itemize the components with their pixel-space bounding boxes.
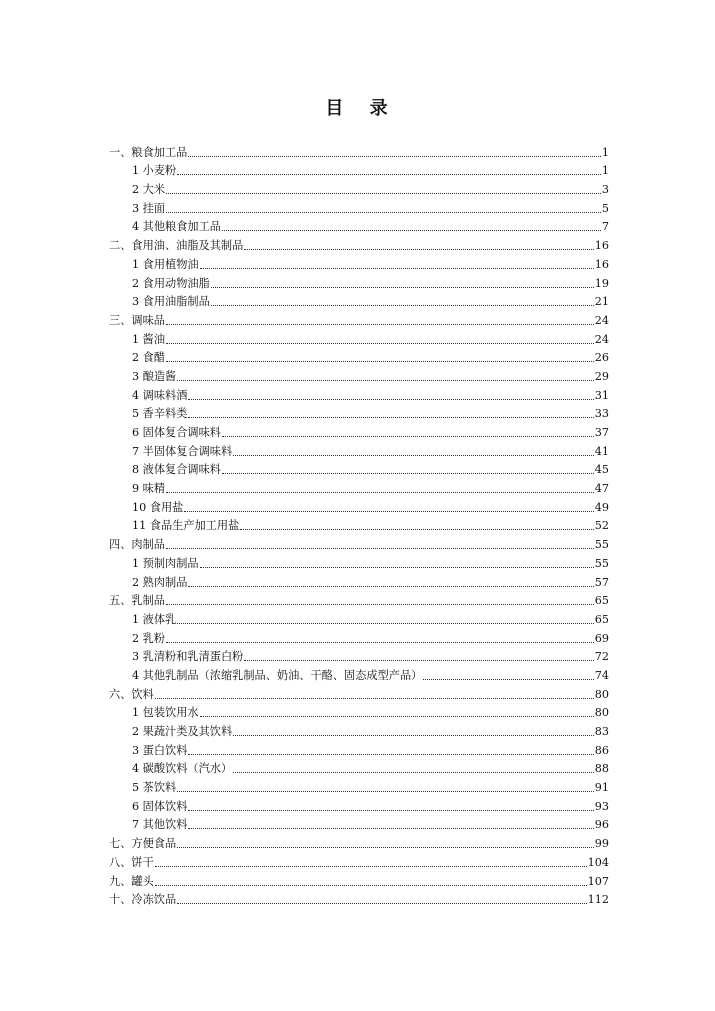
toc-entry-page-number: 80 [594,687,609,701]
dot-leader [166,324,594,325]
toc-entry-label: 三、调味品 [109,313,165,327]
dot-leader [240,529,593,530]
toc-subsection-entry[interactable] [109,571,609,590]
toc-entry-label: 4 碳酸饮料（汽水） [132,762,233,776]
toc-subsection-entry[interactable] [109,627,609,646]
toc-entry-label: 1 包装饮用水 [132,706,199,720]
toc-subsection-entry[interactable] [109,178,609,197]
toc-entry-label: 8 液体复合调味料 [132,463,221,477]
toc-entry-page-number: 55 [594,538,609,552]
dot-leader [211,287,594,288]
toc-subsection-entry[interactable] [109,253,609,272]
toc-entry-page-number: 19 [594,276,609,290]
dot-leader [177,174,601,175]
toc-subsection-entry[interactable] [109,477,609,496]
dot-leader [166,604,594,605]
toc-subsection-entry[interactable] [109,197,609,216]
toc-entry-page-number: 1 [601,145,609,159]
dot-leader [155,866,587,867]
toc-entry-label: 1 预制肉制品 [132,556,199,570]
toc-section-entry[interactable] [109,533,609,552]
dot-leader [166,212,601,213]
toc-section-entry[interactable] [109,832,609,851]
toc-entry-page-number: 16 [594,257,609,271]
toc-entry-label: 9 味精 [132,482,166,496]
toc-entry-label: 二、食用油、油脂及其制品 [109,239,244,253]
dot-leader [177,623,594,624]
toc-entry-label: 5 茶饮料 [132,781,177,795]
toc-entry-label: 4 其他粮食加工品 [132,220,221,234]
dot-leader [177,791,594,792]
toc-subsection-entry[interactable] [109,776,609,795]
toc-entry-label: 六、饮料 [109,687,154,701]
toc-entry-page-number: 86 [594,743,609,757]
toc-entry-page-number: 57 [594,575,609,589]
toc-subsection-entry[interactable] [109,384,609,403]
dot-leader [166,642,594,643]
toc-entry-page-number: 24 [594,313,609,327]
toc-subsection-entry[interactable] [109,328,609,347]
toc-entry-label: 一、粮食加工品 [109,145,188,159]
toc-entry-page-number: 69 [594,631,609,645]
toc-subsection-entry[interactable] [109,347,609,366]
dot-leader [177,847,594,848]
toc-entry-label: 11 食品生产加工用盐 [132,519,240,533]
dot-leader [177,380,594,381]
toc-entry-page-number: 93 [594,799,609,813]
dot-leader [166,343,594,344]
toc-entry-label: 八、饼干 [109,855,154,869]
dot-leader [233,735,594,736]
toc-entry-page-number: 107 [587,874,609,888]
table-of-contents [109,141,609,907]
toc-entry-label: 3 酿造酱 [132,369,177,383]
dot-leader [188,810,593,811]
dot-leader [188,754,593,755]
toc-entry-label: 5 香辛料类 [132,407,188,421]
dot-leader [155,698,594,699]
toc-subsection-entry[interactable] [109,758,609,777]
toc-entry-page-number: 72 [594,650,609,664]
toc-entry-label: 2 食用动物油脂 [132,276,210,290]
toc-entry-label: 七、方便食品 [109,837,177,851]
dot-leader [188,828,593,829]
toc-entry-page-number: 65 [594,612,609,626]
toc-entry-page-number: 24 [594,332,609,346]
toc-entry-page-number: 99 [594,837,609,851]
toc-subsection-entry[interactable] [109,496,609,515]
toc-subsection-entry[interactable] [109,160,609,179]
toc-entry-page-number: 55 [594,556,609,570]
toc-entry-page-number: 96 [594,818,609,832]
toc-entry-page-number: 83 [594,725,609,738]
toc-subsection-entry[interactable] [109,515,609,534]
dot-leader [244,660,593,661]
dot-leader [200,567,594,568]
toc-entry-label: 3 乳清粉和乳清蛋白粉 [132,650,244,664]
toc-entry-label: 1 小麦粉 [132,164,177,178]
toc-subsection-entry[interactable] [109,552,609,571]
dot-leader [188,586,593,587]
dot-leader [200,716,594,717]
toc-entry-page-number: 112 [587,893,609,907]
toc-entry-label: 十、冷冻饮品 [109,893,177,907]
dot-leader [233,455,594,456]
dot-leader [200,268,594,269]
toc-subsection-entry[interactable] [109,403,609,422]
dot-leader [166,361,594,362]
dot-leader [211,305,594,306]
dot-leader [222,436,594,437]
toc-entry-page-number: 80 [594,706,609,720]
toc-entry-label: 4 其他乳制品（浓缩乳制品、奶油、干酪、固态成型产品） [132,668,423,682]
toc-entry-page-number: 7 [601,220,609,234]
toc-entry-label: 10 食用盐 [132,500,184,514]
toc-entry-label: 3 蛋白饮料 [132,743,188,757]
toc-section-entry[interactable] [109,590,609,609]
toc-entry-page-number: 74 [594,668,609,682]
toc-subsection-entry[interactable] [109,739,609,758]
dot-leader [423,679,593,680]
toc-section-entry[interactable] [109,851,609,870]
toc-entry-page-number: 91 [594,781,609,795]
toc-section-entry[interactable] [109,141,609,160]
toc-subsection-entry[interactable] [109,272,609,291]
toc-section-entry[interactable] [109,309,609,328]
toc-entry-label: 五、乳制品 [109,594,165,608]
toc-subsection-entry[interactable] [109,459,609,478]
toc-entry-label: 3 食用油脂制品 [132,295,210,309]
dot-leader [184,511,593,512]
dot-leader [166,548,594,549]
toc-section-entry[interactable] [109,234,609,253]
toc-subsection-entry[interactable] [109,702,609,721]
dot-leader [188,399,593,400]
toc-subsection-entry[interactable] [109,421,609,440]
toc-entry-label: 1 液体乳 [132,612,177,626]
toc-section-entry[interactable] [109,683,609,702]
toc-subsection-entry[interactable] [109,646,609,665]
toc-entry-page-number: 31 [594,388,609,402]
toc-entry-label: 四、肉制品 [109,538,165,552]
toc-entry-page-number: 3 [601,183,609,197]
toc-entry-page-number: 47 [594,482,609,496]
toc-subsection-entry[interactable] [109,664,609,683]
toc-entry-page-number: 37 [594,426,609,439]
toc-entry-label: 2 食醋 [132,351,166,365]
toc-section-entry[interactable] [109,870,609,889]
toc-subsection-entry[interactable] [109,291,609,310]
toc-subsection-entry[interactable] [109,814,609,833]
dot-leader [177,903,587,904]
dot-leader [188,417,593,418]
toc-entry-label: 4 调味料酒 [132,388,188,402]
toc-entry-page-number: 104 [587,855,609,869]
toc-section-entry[interactable] [109,889,609,908]
dot-leader [244,249,593,250]
toc-entry-page-number: 29 [594,369,609,383]
toc-entry-label: 2 乳粉 [132,631,166,645]
toc-entry-label: 6 固体复合调味料 [132,426,221,439]
toc-entry-page-number: 88 [594,762,609,776]
toc-entry-page-number: 16 [594,239,609,253]
dot-leader [233,772,594,773]
toc-entry-label: 2 果蔬汁类及其饮料 [132,725,233,738]
toc-entry-label: 九、罐头 [109,874,154,888]
toc-subsection-entry[interactable] [109,608,609,627]
toc-entry-label: 1 食用植物油 [132,257,199,271]
toc-subsection-entry[interactable] [109,440,609,459]
toc-entry-page-number: 26 [594,351,609,365]
toc-subsection-entry[interactable] [109,720,609,739]
toc-entry-page-number: 49 [594,500,609,514]
toc-entry-page-number: 5 [601,201,609,215]
toc-subsection-entry[interactable] [109,365,609,384]
toc-subsection-entry[interactable] [109,795,609,814]
toc-entry-label: 7 半固体复合调味料 [132,444,233,458]
toc-entry-page-number: 1 [601,164,609,178]
dot-leader [166,193,601,194]
toc-entry-label: 1 酱油 [132,332,166,346]
toc-entry-page-number: 33 [594,407,609,421]
page-title: 目 录 [325,98,398,119]
dot-leader [155,885,587,886]
toc-subsection-entry[interactable] [109,216,609,235]
toc-entry-label: 7 其他饮料 [132,818,188,832]
dot-leader [222,473,594,474]
dot-leader [188,156,601,157]
toc-entry-label: 6 固体饮料 [132,799,188,813]
toc-entry-label: 2 大米 [132,183,166,197]
toc-entry-label: 3 挂面 [132,201,166,215]
toc-entry-page-number: 21 [594,295,609,309]
dot-leader [166,492,594,493]
toc-entry-page-number: 65 [594,594,609,608]
toc-entry-page-number: 45 [594,463,609,477]
toc-entry-page-number: 41 [594,444,609,458]
toc-entry-label: 2 熟肉制品 [132,575,188,589]
toc-entry-page-number: 52 [594,519,609,533]
dot-leader [222,230,601,231]
